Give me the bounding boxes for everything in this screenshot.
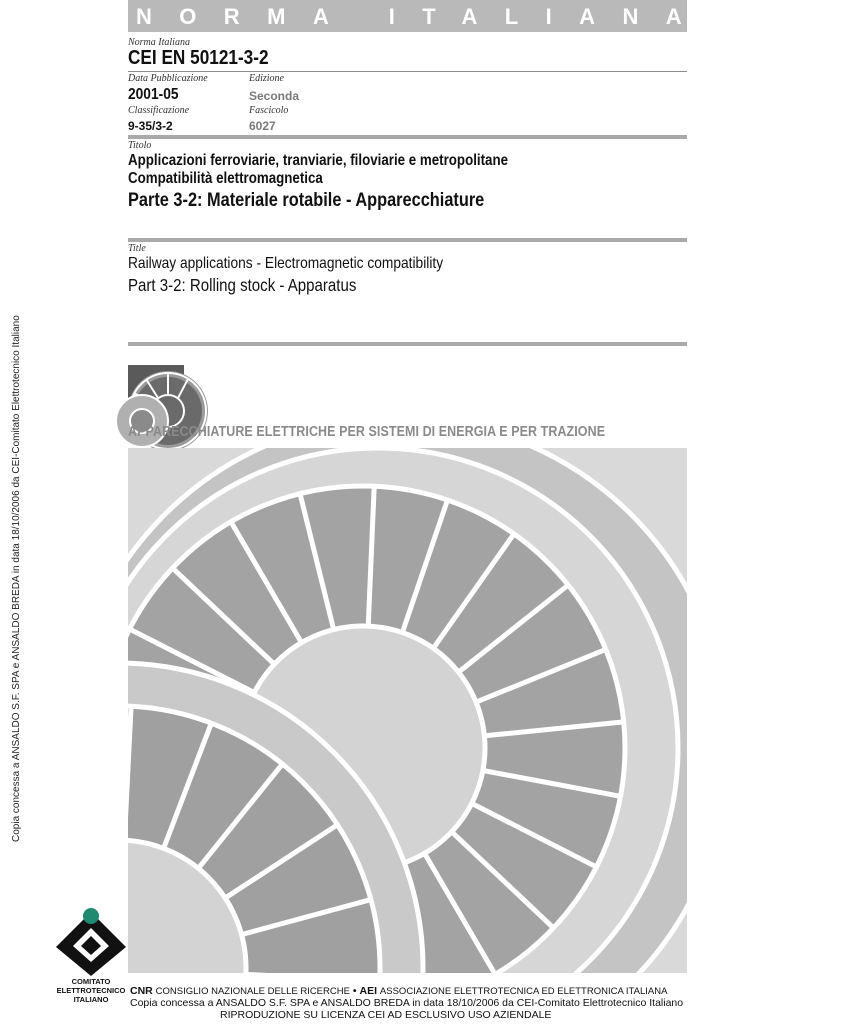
logo-caption-line3: ITALIANO [73,995,109,1004]
blade-divider [50,715,86,846]
document-number: CEI EN 50121-3-2 [128,47,269,69]
fascicle-value: 6027 [249,119,276,133]
title-it-line1: Applicazioni ferroviarie, tranviarie, filoviarie e metropolitane [128,152,509,169]
title-en-part: Part 3-2: Rolling stock - Apparatus [128,275,357,295]
edition-value: Seconda [249,89,300,103]
logo-caption-line2: ELETTROTECNICO [56,986,126,995]
classification-label: Classificazione [128,105,190,116]
category-heading: APPARECCHIATURE ELETTRICHE PER SISTEMI DI ENERGIA E PER TRAZIONE [128,424,606,440]
title-it-line2: Compatibilità elettromagnetica [128,170,323,187]
norma-label: Norma Italiana [128,37,190,48]
header-divider [128,71,687,72]
aei-abbr: AEI [359,985,377,997]
banner-text: NORMA ITALIANA CEI [136,4,861,29]
footer-organizations [130,985,667,997]
logo-caption [52,977,130,1004]
publication-date-label: Data Pubblicazione [128,73,208,84]
turbine-wheel-illustration [128,448,687,973]
aei-name: ASSOCIAZIONE ELETTROTECNICA ED ELETTRONICA ITALIANA [379,986,668,997]
classification-value: 9-35/3-2 [128,119,173,133]
edition-label: Edizione [249,73,284,84]
cnr-abbr: CNR [130,985,153,997]
category-divider [128,342,687,346]
fascicle-label: Fascicolo [249,105,289,116]
turbine-wheel-icon [128,365,184,418]
title-en-divider [128,238,687,242]
cei-logo [54,906,128,976]
blade-divider [0,749,49,863]
footer-license: Copia concessa a ANSALDO S.F. SPA e ANSALDO BREDA in data 18/10/2006 da CEI-Comitato Elettrotecnico Italiano [130,997,684,1009]
title-divider [128,135,687,139]
title-label-it: Titolo [128,140,152,151]
footer-reproduction: RIPRODUZIONE SU LICENZA CEI AD ESCLUSIVO USO AZIENDALE [220,1009,552,1021]
title-en-line1: Railway applications - Electromagnetic compatibility [128,255,444,272]
cnr-name: CONSIGLIO NAZIONALE DELLE RICERCHE [155,986,350,997]
logo-caption-line1: COMITATO [71,977,111,986]
top-banner [128,0,861,32]
publication-date: 2001-05 [128,86,179,103]
title-it-part: Parte 3-2: Materiale rotabile - Apparecchiature [128,190,485,211]
title-label-en: Title [128,243,146,254]
sidebar-copy-notice: Copia concessa a ANSALDO S.F. SPA e ANSALDO BREDA in data 18/10/2006 da CEI-Comitato Elettrotecnico Italiano [11,315,22,842]
footer-separator: • [352,985,357,997]
blade-divider [244,974,380,981]
